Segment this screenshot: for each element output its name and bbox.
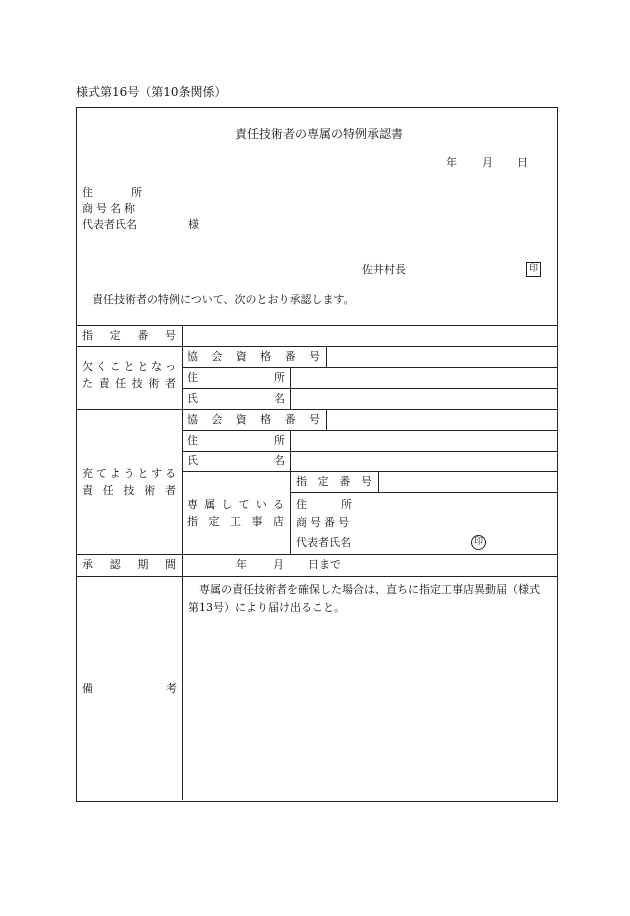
contractor-address-label: 住 所	[296, 498, 352, 511]
document-title: 責任技術者の専属の特例承認書	[235, 127, 404, 141]
remarks-label-a: 備	[82, 682, 93, 695]
missing-tech-association-no-label: 協 会 資 格 番 号	[187, 350, 320, 363]
assigned-tech-association-no-label: 協 会 資 格 番 号	[187, 413, 320, 426]
remarks-label-b: 考	[166, 682, 177, 695]
intro-text: 責任技術者の特例について、次のとおり承認します。	[92, 293, 355, 306]
designation-number-label: 指 定 番 号	[82, 329, 176, 342]
assigned-tech-label-line1: 充 て よ う と す る	[82, 467, 176, 480]
contractor-designation-no-label: 指 定 番 号	[296, 475, 372, 488]
date-month: 月	[482, 156, 493, 169]
contractor-seal-icon: 印	[471, 535, 486, 550]
missing-tech-name-label: 氏 名	[187, 392, 285, 405]
contractor-label-line2: 指 定 工 事 店	[187, 515, 284, 528]
addressee-trade-name-label: 商号名称	[82, 202, 138, 215]
form-number: 様式第16号（第10条関係）	[76, 85, 227, 99]
missing-tech-label-line1: 欠 く こ と と な っ	[82, 360, 176, 373]
missing-tech-name-field[interactable]	[292, 390, 556, 408]
contractor-trade-name-label: 商号番号	[296, 516, 352, 529]
contractor-designation-no-field[interactable]	[380, 473, 556, 491]
missing-tech-address-field[interactable]	[292, 369, 556, 387]
approval-period-label: 承 認 期 間	[82, 558, 176, 571]
approval-period-until: 日まで	[308, 558, 341, 571]
date-day: 日	[517, 156, 528, 169]
date-year: 年	[446, 156, 457, 169]
assigned-tech-address-field[interactable]	[292, 432, 556, 450]
assigned-tech-label-line2: 責 任 技 術 者	[82, 484, 176, 497]
assigned-tech-association-no-field[interactable]	[328, 411, 556, 429]
addressee-address-label: 住 所	[82, 186, 142, 199]
approval-period-year: 年	[236, 558, 247, 571]
contractor-label-line1: 専 属 し て い る	[187, 498, 284, 511]
issuer-seal-icon: 印	[526, 262, 541, 277]
missing-tech-association-no-field[interactable]	[328, 348, 556, 366]
assigned-tech-name-label: 氏 名	[187, 454, 285, 467]
contractor-rep-label: 代表者氏名	[296, 536, 351, 549]
addressee-rep-label: 代表者氏名	[82, 218, 137, 231]
remarks-text: 専属の責任技術者を確保した場合は、直ちに指定工事店異動届（様式第13号）により届け出ること。	[188, 583, 540, 614]
designation-number-field[interactable]	[184, 327, 556, 345]
assigned-tech-address-label: 住 所	[187, 434, 285, 447]
assigned-tech-name-field[interactable]	[292, 453, 556, 470]
missing-tech-address-label: 住 所	[187, 371, 285, 384]
approval-period-month: 月	[273, 558, 284, 571]
missing-tech-label-line2: た 責 任 技 術 者	[82, 377, 176, 390]
issuer-name: 佐井村長	[362, 263, 406, 276]
addressee-honorific: 様	[188, 218, 199, 231]
